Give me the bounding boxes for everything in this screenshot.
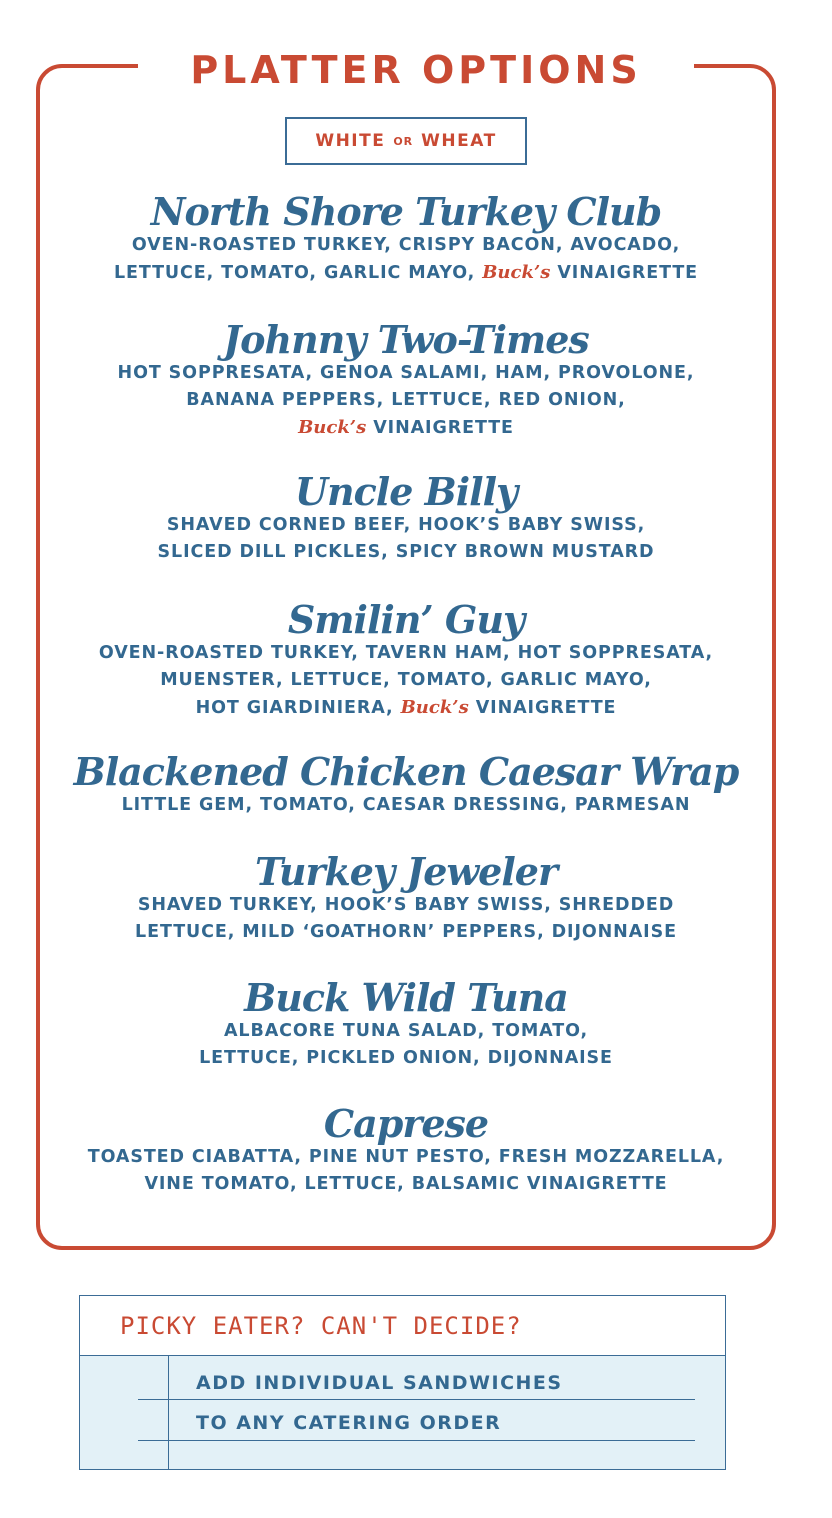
menu-item [40,597,772,722]
menu-item-ingredients: SHAVED TURKEY, HOOK’S BABY SWISS, SHREDDED [137,895,675,915]
menu-item [40,849,772,946]
menu-item-name: Turkey Jeweler [255,849,557,894]
menu-item [40,189,772,287]
menu-item-name: Uncle Billy [294,469,518,514]
brand-word: Buck’s [482,262,551,283]
bread-choice-box [285,117,527,165]
brand-word: Buck’s [298,417,367,438]
menu-item-ingredients: VINE TOMATO, LETTUCE, BALSAMIC VINAIGRETTE [144,1174,668,1194]
menu-item-ingredients: Buck’s VINAIGRETTE [298,417,514,438]
title-wrap [0,42,832,98]
menu-item-ingredients: ALBACORE TUNA SALAD, TOMATO, [223,1021,589,1041]
menu-item-ingredients: BANANA PEPPERS, LETTUCE, RED ONION, [186,390,626,410]
menu-item [40,749,772,819]
menu-item-ingredients: OVEN-ROASTED TURKEY, CRISPY BACON, AVOCADO, [131,235,681,255]
menu-item-ingredients: SHAVED CORNED BEEF, HOOK’S BABY SWISS, [166,515,646,535]
menu-item-name: North Shore Turkey Club [150,189,662,234]
brand-word: Buck’s [400,697,469,718]
menu-item-ingredients: MUENSTER, LETTUCE, TOMATO, GARLIC MAYO, [160,670,652,690]
bread-connector: OR [393,134,414,148]
menu-item-ingredients: LETTUCE, PICKLED ONION, DIJONNAISE [199,1048,613,1068]
menu-item-ingredients: LETTUCE, MILD ‘GOATHORN’ PEPPERS, DIJONNAISE [135,922,677,942]
menu-item [40,1101,772,1198]
bread-option-wheat: WHEAT [421,131,497,151]
note-card [79,1295,726,1470]
page-title: PLATTER OPTIONS [138,42,693,98]
note-heading: PICKY EATER? CAN'T DECIDE? [80,1296,725,1356]
menu-item [40,469,772,566]
bread-option-white: WHITE [315,131,386,151]
menu-item-name: Caprese [323,1101,489,1146]
menu-item-ingredients: HOT GIARDINIERA, Buck’s VINAIGRETTE [195,697,617,718]
menu-item-ingredients: LITTLE GEM, TOMATO, CAESAR DRESSING, PARMESAN [121,795,691,815]
note-body [80,1356,725,1469]
menu-item-name: Smilin’ Guy [287,597,525,642]
menu-item [40,317,772,442]
menu-item-name: Johnny Two-Times [223,317,589,362]
menu-item [40,975,772,1072]
menu-item-ingredients: TOASTED CIABATTA, PINE NUT PESTO, FRESH MOZZARELLA, [87,1147,725,1167]
menu-item-ingredients: OVEN-ROASTED TURKEY, TAVERN HAM, HOT SOPPRESATA, [98,643,714,663]
menu-item-name: Buck Wild Tuna [244,975,568,1020]
note-rule [138,1440,695,1441]
note-line-2: TO ANY CATERING ORDER [196,1412,502,1434]
menu-item-name: Blackened Chicken Caesar Wrap [73,749,739,794]
menu-item-ingredients: LETTUCE, TOMATO, GARLIC MAYO, Buck’s VINAIGRETTE [113,262,699,283]
note-margin-line [168,1356,169,1469]
note-rule [138,1399,695,1400]
menu-item-ingredients: SLICED DILL PICKLES, SPICY BROWN MUSTARD [157,542,655,562]
note-line-1: ADD INDIVIDUAL SANDWICHES [196,1372,563,1394]
menu-item-ingredients: HOT SOPPRESATA, GENOA SALAMI, HAM, PROVOLONE, [117,363,695,383]
